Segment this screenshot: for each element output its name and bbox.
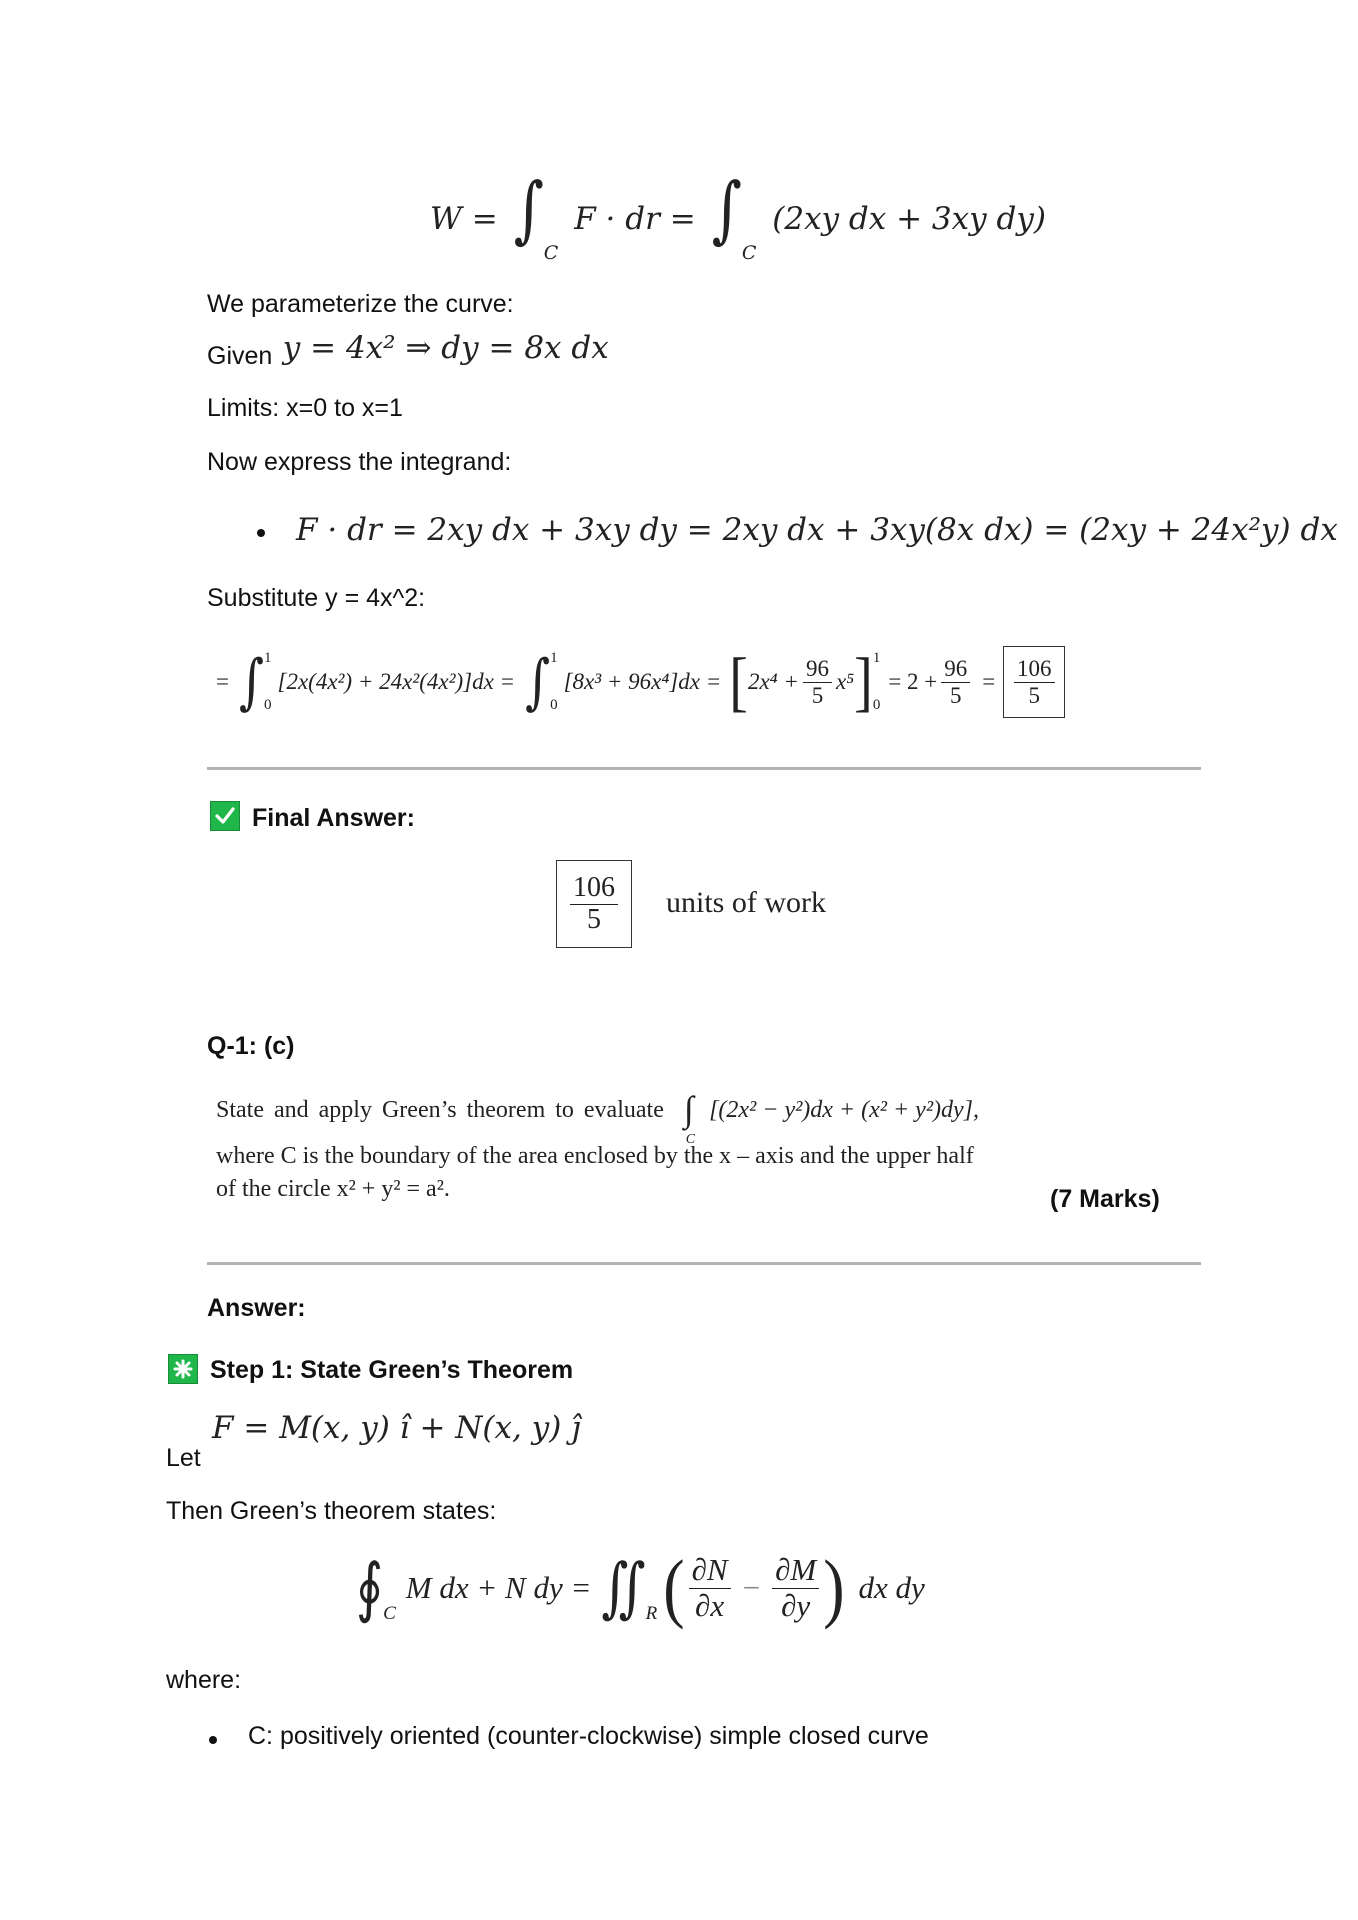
fraction-96-5	[941, 656, 970, 708]
equals-sign: =	[982, 669, 996, 694]
upper-limit: 1	[872, 650, 881, 666]
lower-limit: 0	[550, 697, 558, 713]
divider	[207, 1262, 1201, 1265]
bullet-eq-text: F · dr = 2xy dx + 3xy dy = 2xy dx + 3xy(8x dx) = (2xy + 24x²y) dx	[296, 512, 1338, 548]
final-num: 106	[570, 873, 618, 905]
bullet-dot	[257, 529, 265, 537]
frac-num: 96	[803, 656, 832, 682]
limits-pair	[550, 650, 558, 714]
contour-sub: C	[685, 1132, 696, 1147]
frac-den: 5	[950, 682, 962, 708]
final-units: units of work	[666, 886, 826, 919]
question-line3: of the circle x² + y² = a².	[216, 1176, 450, 1202]
limits-pair	[873, 650, 881, 714]
green-equation	[356, 1540, 925, 1636]
eq-sign: =	[216, 669, 229, 694]
question-line1	[216, 1084, 979, 1147]
work-lhs: W =	[430, 201, 498, 237]
fraction-96-5	[803, 656, 832, 708]
final-answer-label: Final Answer:	[252, 804, 415, 832]
frac-num: 106	[1014, 656, 1055, 682]
let-math-text: F = M(x, y) î + N(x, y) ĵ	[212, 1410, 581, 1446]
green-tail: dx dy	[858, 1570, 925, 1605]
limits-pair	[264, 650, 272, 714]
lower-limit: 0	[872, 697, 881, 713]
bullet-dot	[209, 1736, 217, 1744]
boxed-answer	[1003, 646, 1065, 718]
contour-integral-sign: ∮	[356, 1550, 384, 1626]
check-mark-icon	[210, 801, 240, 831]
integral-sign: ∫	[711, 166, 742, 252]
divider	[207, 767, 1201, 770]
lower-limit: 0	[264, 697, 272, 713]
work-equation	[430, 166, 1046, 264]
let-math	[212, 1410, 581, 1446]
bullet-equation	[296, 512, 1338, 548]
left-bracket: [	[729, 644, 748, 720]
question-title: Q-1: (c)	[207, 1032, 295, 1060]
work-middle: F · dr =	[574, 201, 696, 237]
frac-den: 5	[1028, 682, 1040, 708]
question-line2: where C is the boundary of the area enclosed by the x – axis and the upper half	[216, 1143, 974, 1169]
substitute-text: Substitute y = 4x^2:	[207, 584, 426, 612]
final-fraction	[570, 873, 618, 936]
green-sub-c: C	[383, 1603, 396, 1624]
eq-part1: [2x(4x²) + 24x²(4x²)]dx =	[277, 669, 516, 694]
bracket-x5: x⁵	[835, 669, 855, 694]
frac-num: 96	[941, 656, 970, 682]
limits-text: Limits: x=0 to x=1	[207, 394, 403, 422]
green-sub-r: R	[645, 1603, 658, 1624]
minus-sign: −	[742, 1570, 761, 1605]
work-rhs: (2xy dx + 3xy dy)	[772, 201, 1046, 237]
given-line	[207, 330, 609, 370]
then-text: Then Green’s theorem states:	[166, 1497, 497, 1525]
q-line1-text: State and apply Green’s theorem to evaluate	[216, 1097, 664, 1123]
green-frac-dM-dy	[772, 1553, 819, 1622]
right-paren: )	[823, 1544, 845, 1630]
contour-integral-sign: ∫	[683, 1089, 694, 1129]
green-frac-dN-dx	[689, 1553, 731, 1622]
given-math: y = 4x² ⇒ dy = 8x dx	[282, 330, 609, 366]
frac-den: 5	[811, 682, 824, 708]
final-den: 5	[587, 903, 601, 935]
sparkle-icon	[168, 1354, 198, 1384]
final-boxed-fraction	[556, 860, 632, 948]
eq-2-plus: = 2 +	[888, 669, 938, 694]
let-label: Let	[166, 1444, 201, 1472]
answer-label: Answer:	[207, 1294, 306, 1322]
integral-sign: ∫	[513, 166, 544, 252]
integral-sign: ∫	[238, 647, 264, 717]
eq-part2: [8x³ + 96x⁴]dx =	[563, 669, 722, 694]
bracket-inner: 2x⁴ +	[747, 669, 799, 694]
integral-sign: ∫	[525, 647, 551, 717]
evaluation-equation	[216, 642, 1065, 722]
given-label: Given	[207, 342, 273, 370]
integrand-intro: Now express the integrand:	[207, 448, 512, 476]
q-line1-math: [(2x² − y²)dx + (x² + y²)dy],	[709, 1097, 979, 1123]
step1-heading: Step 1: State Green’s Theorem	[210, 1356, 574, 1384]
double-integral-sign: ∬	[601, 1550, 646, 1626]
frac-num: ∂N	[689, 1553, 731, 1588]
where-text: where:	[166, 1666, 242, 1694]
upper-limit: 1	[264, 650, 272, 666]
right-bracket: ]	[854, 644, 873, 720]
frac-den: ∂x	[695, 1587, 725, 1623]
contour-sub: C	[741, 242, 757, 264]
answer-fraction	[1014, 656, 1055, 708]
frac-num: ∂M	[772, 1553, 819, 1588]
bullet-c-text: C: positively oriented (counter-clockwise) simple closed curve	[248, 1722, 929, 1750]
upper-limit: 1	[550, 650, 558, 666]
param-intro: We parameterize the curve:	[207, 290, 514, 318]
contour-sub: C	[543, 242, 559, 264]
green-lhs: M dx + N dy =	[405, 1570, 592, 1605]
left-paren: (	[663, 1544, 685, 1630]
frac-den: ∂y	[781, 1587, 811, 1623]
marks-label: (7 Marks)	[1050, 1185, 1160, 1213]
